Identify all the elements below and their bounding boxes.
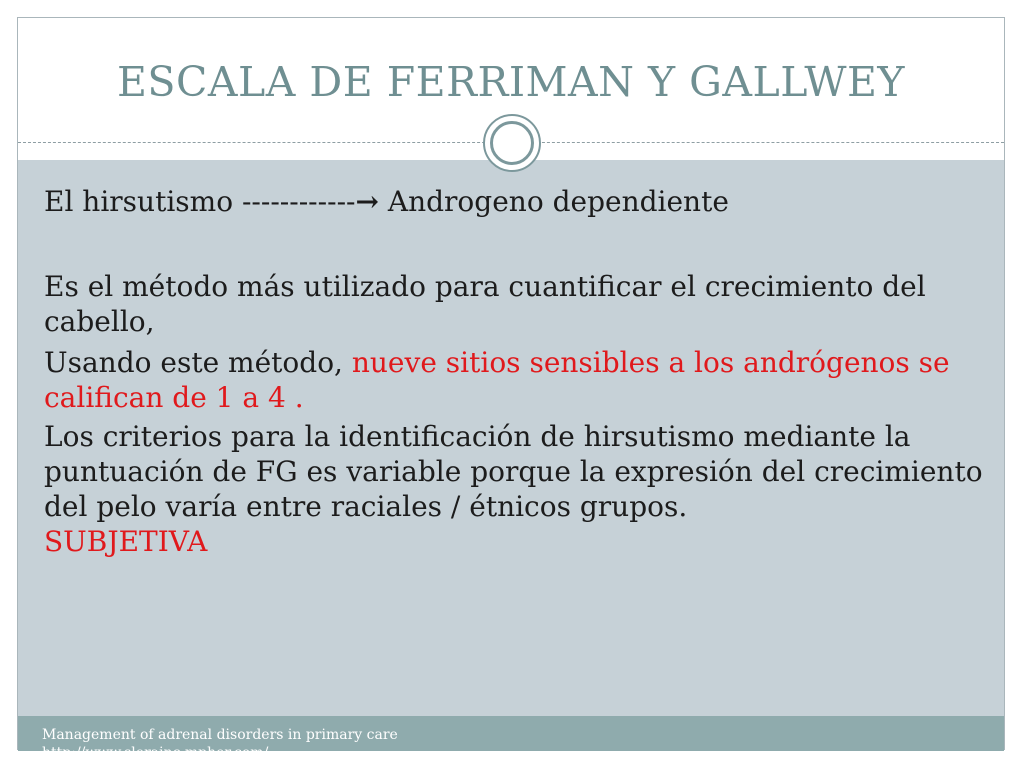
slide: [17, 17, 1005, 761]
arrow-icon: →: [355, 185, 379, 218]
body-paragraph-criterios-text: Los criterios para la identificación de hirsutismo mediante la puntuación de FG es variable porque la expresión del crecimiento del pelo varía entre raciales / étnicos grupos.: [44, 420, 983, 523]
body-paragraph-metodo: Es el método más utilizado para cuantificar el crecimiento del cabello,: [44, 270, 926, 338]
body-line-hirsutismo-prefix: El hirsutismo ------------: [44, 185, 356, 218]
slide-body: [44, 184, 984, 559]
body-line-hirsutismo: [44, 184, 984, 219]
body-paragraph-sitios-highlight: nueve sitios sensibles a los andrógenos se califican de 1 a 4 .: [44, 346, 950, 414]
decorative-circle-icon: [483, 114, 541, 172]
body-line-hirsutismo-suffix: Androgeno dependiente: [378, 185, 729, 218]
slide-title: ESCALA DE FERRIMAN Y GALLWEY: [117, 58, 905, 106]
footer-source-line1: Management of adrenal disorders in primary care: [42, 727, 398, 743]
footer-source: [42, 726, 398, 762]
body-paragraph-sitios: [44, 345, 984, 415]
content-area: [18, 160, 1004, 716]
body-paragraph-sitios-plain: Usando este método,: [44, 346, 352, 379]
body-paragraph-criterios: [44, 419, 984, 559]
footer-source-line2: http://www.slerainc.mpher.com/...: [42, 745, 282, 761]
subjetiva-label: SUBJETIVA: [44, 525, 208, 558]
footer-bar: [18, 716, 1004, 761]
